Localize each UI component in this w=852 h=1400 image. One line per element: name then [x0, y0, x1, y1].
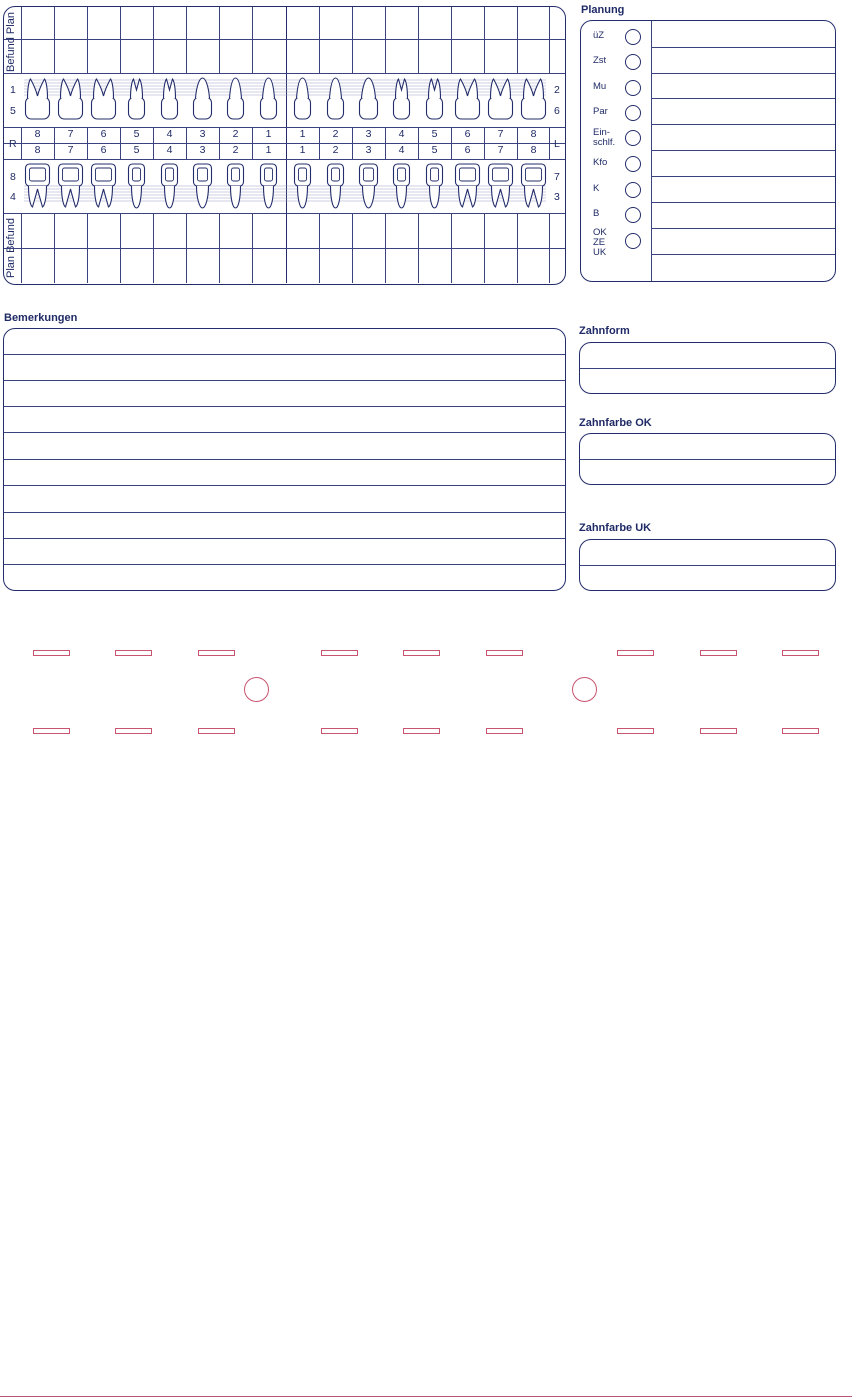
tooth-number: 1: [265, 144, 272, 156]
punch-hole-left: [244, 677, 269, 702]
tooth-number: 8: [34, 128, 41, 140]
lower-tooth-root: [298, 186, 308, 208]
tooth-number: 7: [67, 144, 74, 156]
perforation-slot: [115, 650, 152, 656]
lower-tooth-crown: [261, 164, 277, 186]
perforation-slot: [617, 728, 654, 734]
perforation-slot: [700, 728, 737, 734]
tooth-number: 5: [431, 144, 438, 156]
quadrant-6: 6: [554, 105, 560, 117]
quadrant-3: 3: [554, 191, 560, 203]
tooth-number: 7: [497, 128, 504, 140]
tooth-number: 1: [299, 144, 306, 156]
upper-tooth-crown: [92, 97, 116, 119]
bemerkungen-title: Bemerkungen: [4, 312, 78, 324]
upper-tooth-crown: [394, 97, 410, 119]
lower-tooth-root: [397, 186, 407, 208]
label-right-R: R: [9, 138, 17, 150]
tooth-number: 2: [332, 128, 339, 140]
upper-tooth-crown: [228, 97, 244, 119]
quadrant-7: 7: [554, 171, 560, 183]
planung-label: Ein- schlf.: [593, 127, 616, 148]
tooth-number: 6: [100, 128, 107, 140]
upper-tooth-root: [297, 78, 309, 98]
upper-tooth-crown: [456, 97, 480, 119]
planung-label: Kfo: [593, 157, 608, 168]
perforation-slot: [198, 728, 235, 734]
upper-tooth-crown: [194, 97, 212, 119]
tooth-number: 4: [398, 128, 405, 140]
upper-tooth-root: [28, 79, 48, 98]
tooth-number: 3: [365, 144, 372, 156]
upper-tooth-crown: [360, 97, 378, 119]
perforation-slot: [198, 650, 235, 656]
lower-tooth-root: [132, 186, 142, 208]
tooth-number: 3: [199, 144, 206, 156]
lower-tooth-root: [29, 186, 47, 207]
lower-tooth-crown: [360, 164, 378, 186]
upper-tooth-crown: [59, 97, 83, 119]
lower-tooth-crown: [194, 164, 212, 186]
planung-checkbox[interactable]: [625, 156, 641, 172]
perforation-slot: [782, 728, 819, 734]
upper-tooth-root: [230, 78, 242, 98]
lower-tooth-root: [264, 186, 274, 208]
planung-label: K: [593, 183, 600, 194]
tooth-number: 4: [166, 128, 173, 140]
lower-tooth-crown: [228, 164, 244, 186]
lower-tooth-root: [459, 186, 477, 207]
upper-tooth-crown: [261, 97, 277, 119]
upper-tooth-crown: [522, 97, 546, 119]
lower-tooth-root: [95, 186, 113, 207]
upper-tooth-root: [396, 79, 408, 98]
planung-box: [580, 20, 836, 282]
tooth-number: 3: [365, 128, 372, 140]
tooth-number: 6: [100, 144, 107, 156]
lower-tooth-root: [363, 186, 375, 208]
zahnfarbe-ok-title: Zahnfarbe OK: [579, 417, 652, 429]
planung-label: OK ZE UK: [593, 227, 607, 258]
lower-tooth-crown: [162, 164, 178, 186]
lower-tooth-root: [62, 186, 80, 207]
planung-checkbox[interactable]: [625, 105, 641, 121]
tooth-number: 3: [199, 128, 206, 140]
lower-tooth-root: [430, 186, 440, 208]
tooth-number: 7: [497, 144, 504, 156]
tooth-number: 1: [265, 128, 272, 140]
upper-tooth-root: [164, 79, 176, 98]
upper-tooth-root: [131, 79, 143, 98]
lower-tooth-root: [331, 186, 341, 208]
zahnfarbe-uk-title: Zahnfarbe UK: [579, 522, 652, 534]
lower-tooth-crown: [394, 164, 410, 186]
perforation-slot: [321, 650, 358, 656]
planung-label: Par: [593, 106, 608, 117]
upper-tooth-root: [330, 78, 342, 98]
lower-tooth-crown: [328, 164, 344, 186]
upper-tooth-crown: [26, 97, 50, 119]
planung-checkbox[interactable]: [625, 182, 641, 198]
perforation-slot: [403, 728, 440, 734]
lower-tooth-crown: [129, 164, 145, 186]
perforation-slot: [33, 728, 70, 734]
upper-tooth-root: [362, 78, 376, 98]
planung-checkbox[interactable]: [625, 29, 641, 45]
planung-label: Zst: [593, 55, 607, 66]
perforation-slot: [486, 728, 523, 734]
upper-tooth-root: [491, 79, 511, 98]
tooth-number: 4: [166, 144, 173, 156]
tooth-number: 2: [232, 144, 239, 156]
upper-tooth-crown: [162, 97, 178, 119]
upper-tooth-root: [524, 79, 544, 98]
upper-tooth-root: [196, 78, 210, 98]
perforation-slot: [33, 650, 70, 656]
quadrant-4: 4: [10, 191, 16, 203]
perforation-slot: [700, 650, 737, 656]
tooth-number: 5: [133, 128, 140, 140]
planung-checkbox[interactable]: [625, 233, 641, 249]
upper-tooth-root: [458, 79, 478, 98]
planung-checkbox[interactable]: [625, 80, 641, 96]
tooth-number: 5: [133, 144, 140, 156]
perforation-slot: [486, 650, 523, 656]
planung-title: Planung: [581, 4, 625, 16]
tooth-number: 6: [464, 144, 471, 156]
planung-checkbox[interactable]: [625, 130, 641, 146]
perforation-slot: [321, 728, 358, 734]
upper-tooth-crown: [427, 97, 443, 119]
tooth-number: 8: [530, 144, 537, 156]
upper-tooth-root: [429, 79, 441, 98]
upper-tooth-crown: [295, 97, 311, 119]
perforation-slot: [403, 650, 440, 656]
tooth-number: 5: [431, 128, 438, 140]
tooth-number: 4: [398, 144, 405, 156]
planung-checkbox[interactable]: [625, 207, 641, 223]
punch-hole-right: [572, 677, 597, 702]
tooth-number: 2: [232, 128, 239, 140]
label-befund-plan-upper: Befund Plan: [5, 12, 17, 72]
perforation-slot: [617, 650, 654, 656]
tooth-number: 2: [332, 144, 339, 156]
planung-label: Mu: [593, 81, 607, 92]
lower-tooth-crown: [427, 164, 443, 186]
upper-tooth-root: [263, 78, 275, 98]
planung-label: B: [593, 208, 600, 219]
upper-tooth-root: [61, 79, 81, 98]
lower-tooth-root: [197, 186, 209, 208]
planung-checkbox[interactable]: [625, 54, 641, 70]
perforation-slot: [115, 728, 152, 734]
upper-tooth-root: [94, 79, 114, 98]
quadrant-2: 2: [554, 84, 560, 96]
tooth-number: 6: [464, 128, 471, 140]
zahnform-title: Zahnform: [579, 325, 630, 337]
upper-tooth-crown: [129, 97, 145, 119]
tooth-number: 7: [67, 128, 74, 140]
quadrant-8: 8: [10, 171, 16, 183]
quadrant-5: 5: [10, 105, 16, 117]
lower-tooth-root: [231, 186, 241, 208]
label-plan-befund-lower: Plan Befund: [5, 218, 17, 278]
tooth-number: 8: [34, 144, 41, 156]
perforation-slot: [782, 650, 819, 656]
label-left-L: L: [554, 138, 560, 150]
tooth-number: 1: [299, 128, 306, 140]
planung-label: üZ: [593, 30, 605, 41]
quadrant-1: 1: [10, 84, 16, 96]
tooth-number: 8: [530, 128, 537, 140]
lower-tooth-root: [492, 186, 510, 207]
upper-tooth-crown: [328, 97, 344, 119]
lower-tooth-root: [165, 186, 175, 208]
lower-tooth-crown: [295, 164, 311, 186]
upper-tooth-crown: [489, 97, 513, 119]
lower-tooth-root: [525, 186, 543, 207]
bottom-rule: [0, 1396, 852, 1397]
